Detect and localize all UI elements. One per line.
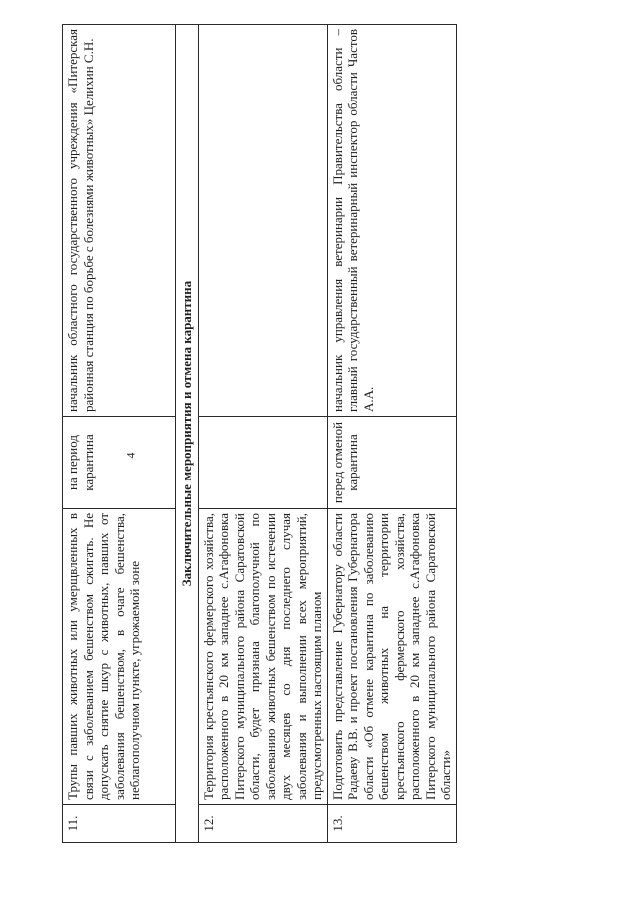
row-number: 11. — [63, 805, 176, 843]
row-responsible: начальник областного государственного учреждения «Питерская районная станция по борьбе с болезнями животных» Целихин С.Н. — [63, 25, 176, 417]
row-action: Трупы павших животных или умерщвленных в связи с заболеванием бешенством сжигать. Не допускать снятие шкур с животных, павших от заболевания бешенством, в очаге бешенства, неблагополучном пункте, угрожаемой зоне — [63, 509, 176, 805]
row-number: 12. — [198, 805, 327, 843]
row-action: Территория крестьянского фермерского хозяйства, расположенного в 20 км западнее с.Агафоновка Питерского муниципального района Саратовской области, будет признана благополучной по заболеванию животных бешенством по истечении двух месяцев со дня последнего случая заболевания и выполнении всех мероприятий, предусмотренных настоящим планом — [198, 509, 327, 805]
row-action: Подготовить представление Губернатору области Радаеву В.В. и проект постановления Губернатора области «Об отмене карантина по заболеванию бешенством животных на территории крестьянского фермерского хозяйства, расположенного в 20 км западнее с.Агафоновка Питерского муниципального района Саратовской области» — [327, 509, 456, 805]
row-responsible: начальник управления ветеринарии Правительства области – главный государственный ветеринарный инспектор области Частов А.А. — [327, 25, 456, 417]
table-row — [63, 25, 176, 843]
row-term: на период карантина — [63, 417, 176, 509]
row-number: 13. — [327, 805, 456, 843]
row-term: перед отменой карантина — [327, 417, 456, 509]
row-term — [198, 417, 327, 509]
section-header-row — [176, 25, 199, 843]
page-number: 4 — [123, 452, 138, 459]
row-responsible — [198, 25, 327, 417]
table-row — [327, 25, 456, 843]
table-row — [198, 25, 327, 843]
rotated-document — [62, 25, 453, 843]
section-title: Заключительные мероприятия и отмена карантина — [176, 25, 199, 843]
action-plan-table — [62, 24, 457, 843]
